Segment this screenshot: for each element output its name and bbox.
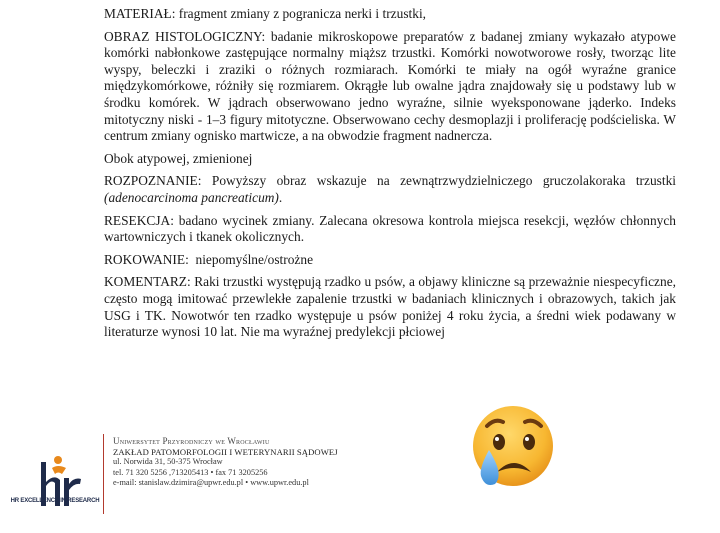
email-line: e-mail: stanislaw.dzimira@upwr.edu.pl • www.upwr.edu.pl [113,478,309,488]
histology-paragraph [104,29,676,145]
material-paragraph: MATERIAŁ: fragment zmiany z pogranicza nerki i trzustki, [104,6,427,21]
university-name: Uniwersytet Przyrodniczy we Wrocławiu [113,436,270,446]
histology-label: OBRAZ HISTOLOGICZNY: [104,28,266,44]
resection-label: RESEKCJA: [104,212,174,228]
logo-caption: HR EXCELLENCE IN RESEARCH [10,498,100,504]
hr-excellence-logo-icon [14,448,104,528]
comment-label: KOMENTARZ: [104,274,191,290]
address-line: ul. Norwida 31, 50-375 Wrocław [113,457,223,467]
resection-text: badano wycinek zmiany. Zalecana okresowa kontrola miejsca resekcji, węzłów chłonnych wartowniczych i tkanek okolicznych. [104,212,676,245]
diagnosis-latin: (adenocarcinoma pancreaticum) [104,189,279,205]
diagnosis-paragraph [104,173,676,206]
department-name: ZAKŁAD PATOMORFOLOGII I WETERYNARII SĄDOWEJ [113,446,338,457]
resection-paragraph [104,213,676,246]
phone-line: tel. 71 320 5256 ,713205413 • fax 71 3205256 [113,467,268,477]
histology-text: badanie mikroskopowe preparatów z badanej zmiany wykazało atypowe komórki nabłonkowe zastępujące normalny miąższ trzustki. Komórki nowotworowe rosły, tworząc lite wyspy, beleczki i zraziki o różnych rozmiarach. Komórki te miały na ogół wyraźne granice międzykomórkowe, różniły się rozmiarem. Okrągłe lub owalne jądra znajdowały się u podstawy lub w środku komórek. W jądrach obserwowano jedno wyraźne, silnie wyeksponowane jąderko. Indeks mitotyczny niski - 1–3 figury mitotyczne. Obserwowano cechy desmoplazji i proliferację podścieliska. W centrum zmiany ognisko martwicze, a na obwodzie fragment nadnercza. [104,28,676,144]
report-body [104,6,676,390]
aside-paragraph: Obok atypowej, zmienionej [104,150,253,166]
crying-face-emoji-icon [467,402,553,506]
footer-divider [103,434,104,514]
diagnosis-text: Powyższy obraz wskazuje na zewnątrzwydzielniczego gruczolakoraka trzustki [201,173,676,189]
institution-info [113,436,338,489]
prognosis-text: niepomyślne/ostrożne [188,251,314,267]
diagnosis-label: ROZPOZNANIE: [104,173,202,189]
prognosis-paragraph [104,252,676,269]
diagnosis-end: . [278,189,283,205]
comment-text: Raki trzustki występują rzadko u psów, a objawy kliniczne są przeważnie niespecyficzne, często mogą imitować przewlekłe zapalenie trzustki w badaniach klinicznych i obrazowych, takich jak USG i TK. Nowotwór ten rzadko występuje u psów poniżej 4 roku życia, a średni wiek podawany w literaturze wynosi 10 lat. Nie ma wyraźnej predylekcji płciowej [104,274,676,340]
prognosis-label: ROKOWANIE: [104,251,189,267]
letterhead-footer [0,420,720,533]
comment-paragraph [104,274,676,340]
